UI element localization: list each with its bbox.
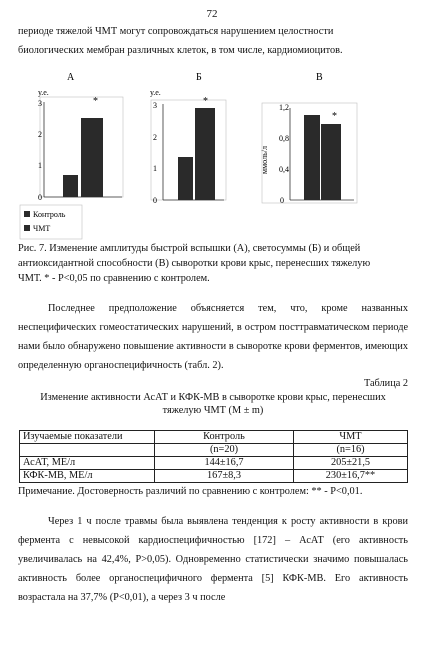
y-tick-label: 0,4 <box>279 165 289 174</box>
table-cell: АсАТ, МЕ/л <box>20 457 155 470</box>
paragraph-3 <box>18 512 408 607</box>
paragraph-2 <box>18 299 408 375</box>
table-label: Таблица 2 <box>363 378 408 389</box>
data-table <box>19 430 408 483</box>
header-cell: Контроль <box>155 431 294 444</box>
y-tick-label: 0 <box>38 193 42 202</box>
text-line: значимо повышалась активность более органоспецифичного фермента [5] <box>18 554 408 584</box>
text-line: активность увеличивалась на 42,4%, Р>0,05). Одновременно статистически <box>18 535 408 565</box>
header-cell: ЧМТ <box>294 431 408 444</box>
chart-c <box>260 72 357 205</box>
text-line: ферментов, имеющих определенную органоспецифичность (табл. 2). <box>18 341 409 371</box>
table-row <box>20 457 408 470</box>
table-title <box>18 391 408 417</box>
caption-line: ЧМТ. * - Р<0,05 по сравнению с контролем. <box>18 273 210 284</box>
text-line: биологических мембран различных клеток, в том числе, кардиомиоцитов. <box>18 45 343 56</box>
text-line: Последнее предположение объясняется тем, что, кроме названных <box>48 303 408 314</box>
text-line: КФК-МВ. Его активность возрастала на 37,7% (Р<0,01), а через 3 ч после <box>18 573 408 603</box>
chart-title: А <box>67 72 75 83</box>
y-tick-label: 3 <box>38 99 42 108</box>
bar-control <box>178 157 193 200</box>
y-tick-label: 0 <box>280 196 284 205</box>
text-line: неспецифических гомеостатических нарушений, в остром посттравматическом <box>18 322 370 333</box>
text-line: периоде тяжелой ЧМТ могут сопровождаться нарушением целостности <box>18 26 334 37</box>
y-tick-label: 0 <box>153 196 157 205</box>
caption-line: Рис. 7. Изменение амплитуды быстрой вспышки (А), светосуммы (Б) и общей <box>18 243 361 254</box>
y-axis-unit: у.е. <box>38 88 49 97</box>
legend-swatch <box>24 225 30 231</box>
header-cell: (n=20) <box>155 444 294 457</box>
significance-mark: * <box>332 111 337 122</box>
table-cell: 205±21,5 <box>294 457 408 470</box>
bar-control <box>304 115 320 200</box>
y-axis-unit: ммоль/л <box>260 146 269 174</box>
y-tick-label: 2 <box>38 130 42 139</box>
y-tick-label: 1 <box>38 161 42 170</box>
significance-mark: * <box>93 96 98 107</box>
figure-7-charts <box>0 0 424 240</box>
figure-7 <box>0 0 424 240</box>
table-note: Примечание. Достоверность различий по сравнению с контролем: ** - Р<0,01. <box>18 486 363 497</box>
caption-line: антиоксидантной способности (В) сыворотки крови крыс, перенесших тяжелую <box>18 258 371 269</box>
bar-tbi <box>81 118 103 197</box>
y-axis-unit: у.е. <box>150 88 161 97</box>
legend <box>20 205 82 239</box>
y-tick-label: 3 <box>153 101 157 110</box>
y-tick-label: 0,8 <box>279 134 289 143</box>
chart-title: Б <box>196 72 202 83</box>
legend-swatch <box>24 211 30 217</box>
significance-mark: * <box>203 96 208 107</box>
title-line: тяжелую ЧМТ (M ± m) <box>162 405 264 416</box>
legend-label-tbi: ЧМТ <box>33 224 51 233</box>
chart-title: В <box>316 72 323 83</box>
table-row <box>20 470 408 483</box>
table-header-row <box>20 444 408 457</box>
page-number: 72 <box>206 8 218 20</box>
table-header-row <box>20 431 408 444</box>
bar-tbi <box>321 124 341 200</box>
chart-b <box>150 72 226 205</box>
text-line: Через 1 ч после травмы была выявлена тенденция к росту активности в <box>48 516 379 527</box>
header-cell: (n=16) <box>294 444 408 457</box>
y-tick-label: 2 <box>153 133 157 142</box>
header-cell <box>20 444 155 457</box>
chart-a <box>38 72 123 202</box>
header-cell: Изучаемые показатели <box>20 431 155 444</box>
legend-label-control: Контроль <box>33 210 66 219</box>
table-cell: КФК-МВ, МЕ/л <box>20 470 155 483</box>
text-line: крови фермента с невысокой кардиоспецифичностью [172] – АсАТ (его <box>18 516 408 546</box>
table-cell: 167±8,3 <box>155 470 294 483</box>
text-line: периоде нами было обнаружено повышение активности в сыворотке крови <box>18 322 409 352</box>
y-tick-label: 1,2 <box>279 103 289 112</box>
table-cell: 144±16,7 <box>155 457 294 470</box>
bar-control <box>63 175 78 197</box>
title-line: Изменение активности АсАТ и КФК-МВ в сыворотке крови крыс, перенесших <box>40 392 386 403</box>
figure-caption <box>18 241 410 286</box>
bar-tbi <box>195 108 215 200</box>
table-cell: 230±16,7** <box>294 470 408 483</box>
y-tick-label: 1 <box>153 164 157 173</box>
